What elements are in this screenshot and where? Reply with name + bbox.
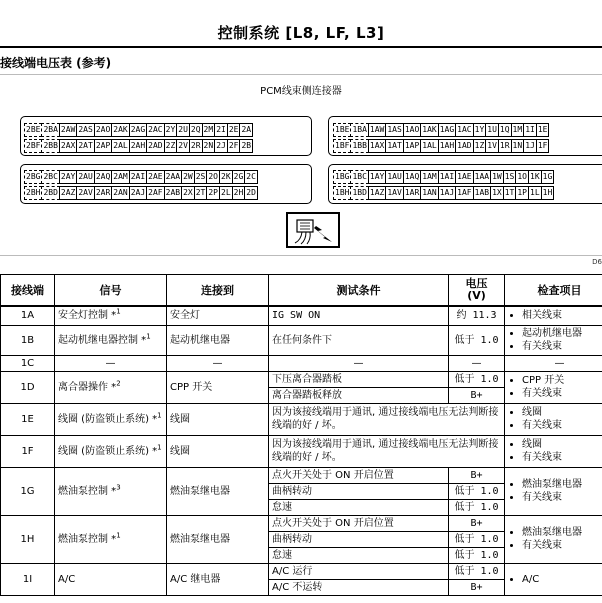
connector-right-row-2 (333, 139, 548, 153)
connector-pin: 2AI (129, 170, 147, 184)
connector-pin: 1H (541, 186, 555, 200)
cell-voltage: 低于 1.0 (449, 547, 505, 563)
connector-pin: 1AB (473, 186, 491, 200)
connector-pin: 1AP (403, 139, 421, 153)
cell-checks (505, 467, 602, 515)
header-connected-to: 连接到 (167, 275, 269, 307)
check-item: • 有关线束 (522, 539, 602, 552)
connector-pin: 1AZ (368, 186, 386, 200)
connector-pin: 2C (244, 170, 258, 184)
footnote-mark: 1 (116, 307, 121, 316)
connector-pin: 2AV (76, 186, 94, 200)
table-row (1, 355, 602, 371)
connector-pin: 2BC (41, 170, 59, 184)
cell-condition: 在任何条件下 (269, 325, 449, 355)
connector-right-row-3 (333, 170, 553, 184)
connector-pin: 1E (536, 123, 550, 137)
connector-pin: 1AH (438, 139, 456, 153)
signal-text: 安全灯控制 * (58, 310, 117, 322)
connector-pin: 2AW (59, 123, 77, 137)
connector-pin: 1J (523, 139, 537, 153)
cell-connected: 起动机继电器 (167, 325, 269, 355)
connector-pin: 1G (541, 170, 555, 184)
cell-signal: — (55, 355, 167, 371)
connector-pin: 1AE (455, 170, 473, 184)
cell-terminal: 1I (1, 563, 55, 595)
cell-condition: 曲柄转动 (269, 531, 449, 547)
cell-checks: — (505, 355, 602, 371)
connector-pin: 1AQ (403, 170, 421, 184)
cell-terminal: 1F (1, 435, 55, 467)
connector-pin: 1V (485, 139, 499, 153)
cell-voltage: 低于 1.0 (449, 371, 505, 387)
table-row (1, 563, 602, 579)
connector-pin: 1Y (473, 123, 487, 137)
connector-pin: 1Q (498, 123, 512, 137)
connector-pin: 2BH (24, 186, 42, 200)
connector-pin: 1S (503, 170, 517, 184)
connector-pin: 2H (232, 186, 246, 200)
footnote-mark: 2 (116, 379, 121, 388)
connector-pin: 2AK (111, 123, 129, 137)
cell-voltage: 低于 1.0 (449, 483, 505, 499)
connector-pin: 2Y (164, 123, 178, 137)
table-row (1, 325, 602, 355)
check-item: • 燃油泵继电器 (522, 526, 602, 539)
footnote-mark: 1 (157, 411, 162, 420)
terminal-voltage-table (0, 274, 602, 596)
connector-pin: 1U (485, 123, 499, 137)
connector-pin: 2R (189, 139, 203, 153)
connector-pin: 2N (202, 139, 216, 153)
cell-connected: 线圈 (167, 403, 269, 435)
connector-pin: 1AU (385, 170, 403, 184)
connector-pin: 2F (227, 139, 241, 153)
connector-pin: 2AL (111, 139, 129, 153)
section-heading: 接线端电压表 (参考) (0, 56, 112, 70)
connector-pin: 1Z (473, 139, 487, 153)
check-item: • CPP 开关 (522, 374, 602, 387)
connector-pin: 1T (503, 186, 517, 200)
cell-checks (505, 306, 602, 325)
connector-pin: 2P (206, 186, 220, 200)
page-code: D6 (592, 258, 602, 266)
connector-pin: 1AN (420, 186, 438, 200)
connector-pin: 2AY (59, 170, 77, 184)
connector-pin: 2L (219, 186, 233, 200)
header-check-item: 检查项目 (505, 275, 602, 307)
connector-right-row-1 (333, 123, 548, 137)
connector-pin: 2Z (164, 139, 178, 153)
cell-condition: 因为该接线端用于通讯, 通过接线端电压无法判断接线端的好 / 坏。 (269, 403, 505, 435)
footnote-mark: 3 (116, 483, 121, 492)
connector-pin: 1K (528, 170, 542, 184)
cell-connected: 线圈 (167, 435, 269, 467)
connector-pin: 2Q (189, 123, 203, 137)
header-terminal: 接线端 (1, 275, 55, 307)
signal-text: 线圈 (防盗锁止系统) * (58, 445, 158, 457)
cell-terminal: 1B (1, 325, 55, 355)
cell-condition: 因为该接线端用于通讯, 通过接线端电压无法判断接线端的好 / 坏。 (269, 435, 505, 467)
cell-voltage: 低于 1.0 (449, 563, 505, 579)
cell-checks (505, 563, 602, 595)
connector-pin: 2X (181, 186, 195, 200)
cell-signal (55, 403, 167, 435)
cell-voltage: 低于 1.0 (449, 499, 505, 515)
connector-pin: 2AB (164, 186, 182, 200)
connector-pin: 1BH (333, 186, 351, 200)
header-test-condition: 测试条件 (269, 275, 449, 307)
connector-pin: 2AC (146, 123, 164, 137)
cell-signal: A/C (55, 563, 167, 595)
cell-voltage: 低于 1.0 (449, 325, 505, 355)
signal-text: 燃油泵控制 * (58, 533, 117, 545)
connector-pin: 2AJ (129, 186, 147, 200)
connector-pin: 2AO (94, 123, 112, 137)
connector-pin: 1N (511, 139, 525, 153)
check-item: • 有关线束 (522, 419, 602, 432)
check-item: • 有关线束 (522, 387, 602, 400)
check-item: • 有关线束 (522, 340, 602, 353)
cell-condition: 曲柄转动 (269, 483, 449, 499)
cell-condition: 离合器踏板释放 (269, 387, 449, 403)
cell-signal (55, 325, 167, 355)
cell-checks (505, 371, 602, 403)
cell-connected: — (167, 355, 269, 371)
connector-left-row-4 (24, 186, 257, 200)
connector-pin: 2AS (76, 123, 94, 137)
connector-pin: 2AM (111, 170, 129, 184)
cell-signal (55, 371, 167, 403)
connector-pin: 2T (194, 186, 208, 200)
cell-terminal: 1G (1, 467, 55, 515)
connector-pin: 1AK (420, 123, 438, 137)
cell-condition: A/C 运行 (269, 563, 449, 579)
connector-left-row-3 (24, 170, 257, 184)
connector-pin: 1P (515, 186, 529, 200)
connector-pin: 2AE (146, 170, 164, 184)
connector-pin: 2I (214, 123, 228, 137)
cell-voltage: B+ (449, 515, 505, 531)
cell-condition: A/C 不运转 (269, 579, 449, 595)
connector-pin: 2E (227, 123, 241, 137)
cell-signal (55, 306, 167, 325)
cell-condition: 下压离合器踏板 (269, 371, 449, 387)
table-row (1, 467, 602, 483)
cell-terminal: 1A (1, 306, 55, 325)
connector-pin: 2AG (129, 123, 147, 137)
connector-pin: 2AP (94, 139, 112, 153)
check-item: • 燃油泵继电器 (522, 478, 602, 491)
connector-pin: 2AU (76, 170, 94, 184)
table-header-row (1, 275, 602, 307)
connector-pin: 2AH (129, 139, 147, 153)
connector-pin: 1BD (350, 186, 368, 200)
connector-pin: 1BG (333, 170, 351, 184)
connector-pin: 1AX (368, 139, 386, 153)
cell-terminal: 1C (1, 355, 55, 371)
cell-condition: — (269, 355, 449, 371)
connector-pin: 1AS (385, 123, 403, 137)
connector-pin: 1BF (333, 139, 351, 153)
connector-pin: 1X (490, 186, 504, 200)
footnote-mark: 1 (146, 332, 151, 341)
connector-pin: 2B (239, 139, 253, 153)
check-item: • 有关线束 (522, 451, 602, 464)
connector-pin: 2W (181, 170, 195, 184)
cell-condition: 点火开关处于 ON 开启位置 (269, 467, 449, 483)
connector-pin: 1AV (385, 186, 403, 200)
cell-voltage: — (449, 355, 505, 371)
cell-checks (505, 403, 602, 435)
connector-pin: 2O (206, 170, 220, 184)
connector-pin: 2M (202, 123, 216, 137)
connector-pin: 2AT (76, 139, 94, 153)
cell-checks (505, 435, 602, 467)
footnote-mark: 1 (116, 531, 121, 540)
connector-pin: 1AG (438, 123, 456, 137)
cell-signal (55, 515, 167, 563)
connector-pin: 1AL (420, 139, 438, 153)
cell-voltage: B+ (449, 579, 505, 595)
table-row (1, 306, 602, 325)
connector-pin: 2U (176, 123, 190, 137)
connector-pin: 2G (232, 170, 246, 184)
signal-text: 线圈 (防盗锁止系统) * (58, 413, 158, 425)
connector-pin: 1AF (455, 186, 473, 200)
header-voltage (449, 275, 505, 307)
cell-condition: IG SW ON (269, 306, 449, 325)
cell-terminal: 1D (1, 371, 55, 403)
connector-pin: 1W (490, 170, 504, 184)
cell-connected: 燃油泵继电器 (167, 467, 269, 515)
cell-condition: 点火开关处于 ON 开启位置 (269, 515, 449, 531)
signal-text: 离合器操作 * (58, 381, 117, 393)
table-row (1, 435, 602, 467)
connector-pin: 1M (511, 123, 525, 137)
connector-pin: 2AD (146, 139, 164, 153)
cell-checks (505, 515, 602, 563)
connector-pin: 2D (244, 186, 258, 200)
connector-left-row-2 (24, 139, 252, 153)
connector-caption: PCM线束侧连接器 (260, 86, 342, 97)
connector-pin: 1AC (455, 123, 473, 137)
connector-pin: 1BE (333, 123, 351, 137)
cell-checks (505, 325, 602, 355)
connector-pin: 2AN (111, 186, 129, 200)
connector-pin: 2AR (94, 186, 112, 200)
cell-voltage: B+ (449, 387, 505, 403)
connector-pin: 1BA (350, 123, 368, 137)
connector-pin: 1AD (455, 139, 473, 153)
connector-plug-icon (286, 212, 340, 248)
connector-pin: 1I (523, 123, 537, 137)
cell-connected: CPP 开关 (167, 371, 269, 403)
connector-pin: 1AJ (438, 186, 456, 200)
title-divider (0, 46, 602, 48)
check-item: • 起动机继电器 (522, 327, 602, 340)
connector-pin: 1AT (385, 139, 403, 153)
table-row (1, 515, 602, 531)
connector-pin: 2J (214, 139, 228, 153)
connector-pin: 2K (219, 170, 233, 184)
table-row (1, 371, 602, 387)
cell-connected: 燃油泵继电器 (167, 515, 269, 563)
header-voltage-unit: (V) (467, 289, 486, 302)
connector-pin: 1AW (368, 123, 386, 137)
connector-pin: 1O (515, 170, 529, 184)
connector-pin: 1AA (473, 170, 491, 184)
connector-pin: 2BA (41, 123, 59, 137)
connector-pin: 2V (176, 139, 190, 153)
cell-terminal: 1H (1, 515, 55, 563)
connector-pin: 2AA (164, 170, 182, 184)
connector-pin: 2BB (41, 139, 59, 153)
check-item: • 有关线束 (522, 491, 602, 504)
footnote-mark: 1 (157, 443, 162, 452)
connector-pin: 2BD (41, 186, 59, 200)
check-item: • 相关线束 (522, 309, 602, 322)
header-signal: 信号 (55, 275, 167, 307)
connector-pin: 2AQ (94, 170, 112, 184)
connector-pin: 2S (194, 170, 208, 184)
cell-condition: 怠速 (269, 499, 449, 515)
connector-pin: 1L (528, 186, 542, 200)
connector-pin: 1AM (420, 170, 438, 184)
table-row (1, 403, 602, 435)
connector-pin: 1BB (350, 139, 368, 153)
connector-pin: 1R (498, 139, 512, 153)
signal-text: 燃油泵控制 * (58, 485, 117, 497)
connector-pin: 2AX (59, 139, 77, 153)
cell-connected: 安全灯 (167, 306, 269, 325)
cell-connected: A/C 继电器 (167, 563, 269, 595)
connector-pin: 2BF (24, 139, 42, 153)
check-item: • 线圈 (522, 406, 602, 419)
connector-pin: 2AF (146, 186, 164, 200)
page-title: 控制系统 [L8, LF, L3] (217, 24, 385, 42)
connector-pin: 2BE (24, 123, 42, 137)
connector-left-row-1 (24, 123, 252, 137)
header-voltage-label: 电压 (465, 277, 488, 290)
cell-signal (55, 435, 167, 467)
connector-pin: 1AR (403, 186, 421, 200)
connector-pin: 2AZ (59, 186, 77, 200)
check-item: • A/C (522, 573, 602, 586)
connector-pin: 2BG (24, 170, 42, 184)
connector-pin: 1AO (403, 123, 421, 137)
cell-condition: 怠速 (269, 547, 449, 563)
connector-pin: 1BC (350, 170, 368, 184)
signal-text: 起动机继电器控制 * (58, 334, 147, 346)
connector-pin: 1AI (438, 170, 456, 184)
cell-signal (55, 467, 167, 515)
connector-pin: 2A (239, 123, 253, 137)
check-item: • 线圈 (522, 438, 602, 451)
cell-terminal: 1E (1, 403, 55, 435)
connector-right-row-4 (333, 186, 553, 200)
cell-voltage: 约 11.3 (449, 306, 505, 325)
connector-pin: 1AY (368, 170, 386, 184)
connector-pin: 1F (536, 139, 550, 153)
cell-voltage: 低于 1.0 (449, 531, 505, 547)
cell-voltage: B+ (449, 467, 505, 483)
